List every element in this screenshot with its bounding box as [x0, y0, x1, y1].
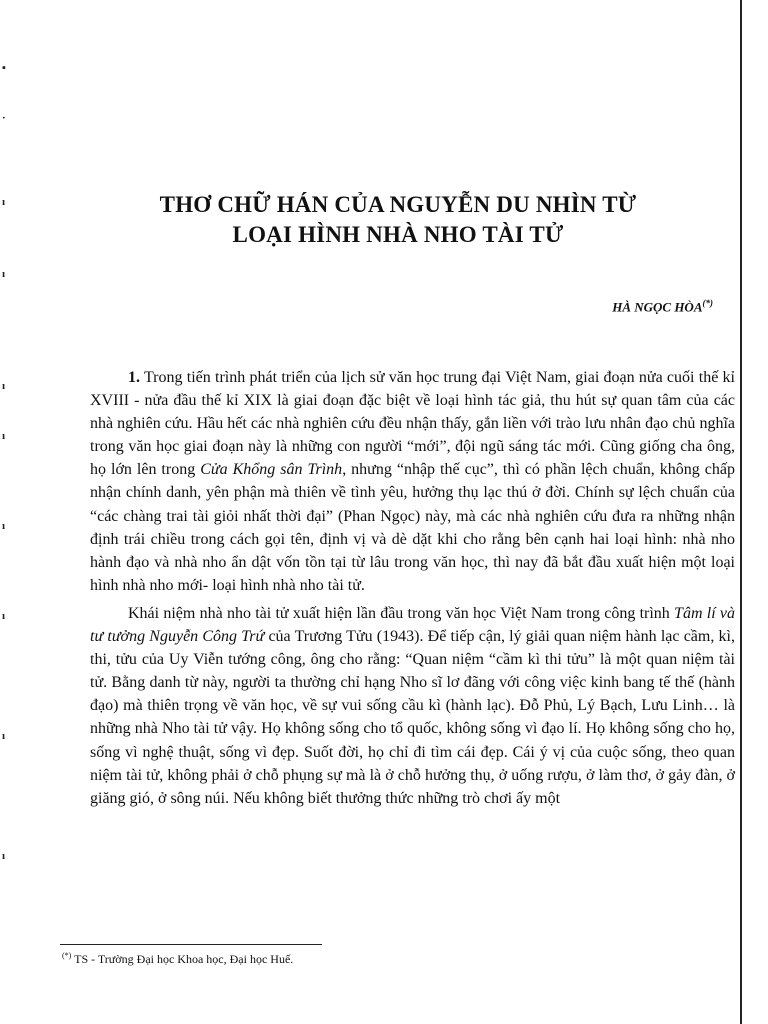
footnote — [62, 951, 293, 967]
author-footnote-mark: (*) — [702, 298, 713, 308]
section-number: 1. — [128, 369, 140, 386]
page-bleed-mark: ı — [2, 730, 6, 742]
page-bleed-mark: ı — [2, 610, 6, 622]
author-text: HÀ NGỌC HÒA — [612, 299, 703, 315]
paragraph-1-italic: Cửa Khổng sân Trình — [200, 461, 343, 479]
page-bleed-mark: ı — [2, 268, 6, 280]
author-name — [612, 298, 713, 315]
paragraph-1 — [90, 366, 735, 597]
footnote-text: TS - Trường Đại học Khoa học, Đại học Huế. — [71, 952, 294, 966]
article-body — [90, 366, 735, 810]
page-bleed-mark: · — [2, 112, 6, 124]
paragraph-1-text-b: , nhưng “nhập thế cục”, thì có phần lệch chuẩn, không chấp nhận chính danh, yên phận mà thiên về tình yêu, hưởng thụ lạc thú ở đời. Chính sự lệch chuẩn của “các chàng trai tài giỏi nhất thời đại” (Phan Ngọc) này, mà các nhà nghiên cứu đưa ra những nhận định trái chiều trong cách gọi tên, định vị và dè dặt khi cho rằng bên cạnh hai loại hình: nhà nho hành đạo và nhà nho ẩn dật vốn tồn tại từ lâu trong văn học, thì nay đã bắt đầu xuất hiện một loại hình nhà nho mới- loại hình nhà nho tài tử. — [90, 461, 736, 594]
page-bleed-mark: ▪ — [2, 62, 6, 74]
footnote-mark: (*) — [62, 951, 72, 960]
footnote-divider — [60, 944, 322, 945]
paragraph-2-text-a: Khái niệm nhà nho tài tử xuất hiện lần đầu trong văn học Việt Nam trong công trình — [128, 604, 675, 622]
page-bleed-mark: ı — [2, 430, 6, 442]
title-line-2: LOẠI HÌNH NHÀ NHO TÀI TỬ — [232, 222, 564, 247]
paragraph-2-text-b: của Trương Tửu (1943). Để tiếp cận, lý giải quan niệm hành lạc cầm, kì, thi, tửu của Uy Viễn tướng công, ông cho rằng: “Quan niệm “cầm kì thi tửu” là một quan niệm tài tử. Bằng danh từ này, người ta thường chỉ hạng Nho sĩ lơ đãng với công việc kinh bang tế thế (hành đạo) mà thiên trọng về văn học, về sự vui sống cầu kì (hành lạc). Đỗ Phủ, Lý Bạch, Lưu Linh… là những nhà Nho tài tử vậy. Họ không sống cho tổ quốc, không sống vì đạo lí. Họ không sống cho họ, sống vì nghệ thuật, sống vì đẹp. Suốt đời, họ chỉ đi tìm cái đẹp. Cái ý vị của cuộc sống, theo quan niệm tài tử, không phải ở chỗ phụng sự mà là ở chỗ hưởng thụ, ở uống rượu, ở làm thơ, ở gảy đàn, ở giăng gió, ở sông núi. Nếu không biết thưởng thức những trò chơi ấy một — [90, 628, 735, 807]
title-line-1: THƠ CHỮ HÁN CỦA NGUYỄN DU NHÌN TỪ — [159, 192, 637, 217]
paragraph-2 — [90, 602, 735, 810]
paragraph-2-italic: Tâm lí và tư tưởng Nguyễn Công Trứ — [90, 604, 735, 646]
page-bleed-mark: ı — [2, 520, 6, 532]
page-bleed-mark: ı — [2, 196, 6, 208]
page-edge-line — [740, 0, 742, 1024]
paragraph-1-text-a: Trong tiến trình phát triển của lịch sử văn học trung đại Việt Nam, giai đoạn nửa cuối thế kỉ XVIII - nửa đầu thế kỉ XIX là giai đoạn đặc biệt về loại hình tác giả, thu hút sự quan tâm của các nhà nghiên cứu. Hầu hết các nhà nghiên cứu đều nhận thấy, gắn liền với trào lưu nhân đạo chủ nghĩa trong văn học giai đoạn này là những con người “mới”, đội ngũ sáng tác mới. Cũng giống cha ông, họ lớn lên trong — [90, 369, 735, 479]
page-bleed-mark: ı — [2, 850, 6, 862]
page-bleed-mark: ı — [2, 380, 6, 392]
article-title — [60, 190, 736, 250]
